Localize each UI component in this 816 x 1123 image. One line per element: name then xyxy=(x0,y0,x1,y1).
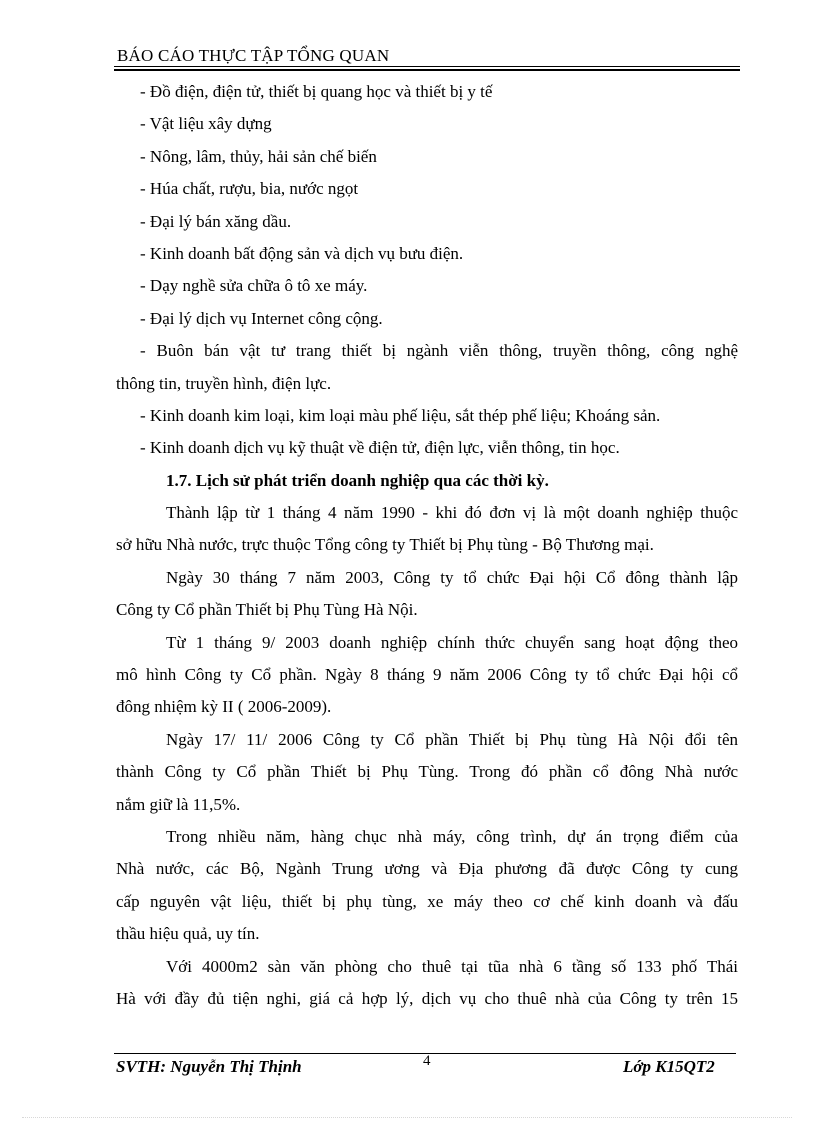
document-body xyxy=(116,76,738,1015)
paragraph-line: Từ 1 tháng 9/ 2003 doanh nghiệp chính thức chuyển sang hoạt động theo xyxy=(166,632,738,652)
bullet-item: - Vật liệu xây dựng xyxy=(140,114,272,134)
bullet-item: - Kinh doanh bất động sản và dịch vụ bưu điện. xyxy=(140,243,464,263)
bullet-item-long-line1: - Buôn bán vật tư trang thiết bị ngành viễn thông, truyền thông, công nghệ xyxy=(140,341,738,361)
bullet-item: - Đồ điện, điện tử, thiết bị quang học và thiết bị y tế xyxy=(140,82,493,101)
paragraph-line: mô hình Công ty Cổ phần. Ngày 8 tháng 9 năm 2006 Công ty tổ chức Đại hội cổ xyxy=(116,665,738,685)
paragraph-line: cấp nguyên vật liệu, thiết bị phụ tùng, xe máy theo cơ chế kinh doanh và đấu xyxy=(116,891,738,911)
paragraph-line: Với 4000m2 sàn văn phòng cho thuê tại tũa nhà 6 tầng số 133 phố Thái xyxy=(166,956,738,976)
paragraph-line: thầu hiệu quả, uy tín. xyxy=(116,924,260,944)
bullet-item: - Đại lý dịch vụ Internet công cộng. xyxy=(140,308,383,328)
page-bottom-dotted-line xyxy=(22,1117,792,1118)
bullet-item: - Dạy nghề sửa chữa ô tô xe máy. xyxy=(140,276,368,296)
header-divider-thin xyxy=(114,66,740,67)
paragraph-line: nắm giữ là 11,5%. xyxy=(116,794,241,814)
paragraph-line: đông nhiệm kỳ II ( 2006-2009). xyxy=(116,697,332,717)
bullet-item: - Kinh doanh dịch vụ kỹ thuật về điện tử, điện lực, viễn thông, tin học. xyxy=(140,438,620,458)
header-divider-thick xyxy=(114,69,740,71)
paragraph-line: Hà với đầy đủ tiện nghi, giá cả hợp lý, dịch vụ cho thuê nhà của Công ty trên 15 xyxy=(116,988,738,1008)
bullet-item: - Nông, lâm, thủy, hải sản chế biến xyxy=(140,146,377,166)
paragraph-line: Công ty Cổ phần Thiết bị Phụ Tùng Hà Nội. xyxy=(116,600,418,620)
section-heading: 1.7. Lịch sử phát triển doanh nghiệp qua các thời kỳ. xyxy=(166,470,549,490)
paragraph-line: Nhà nước, các Bộ, Ngành Trung ương và Địa phương đã được Công ty cung xyxy=(116,859,738,879)
paragraph-line: Ngày 30 tháng 7 năm 2003, Công ty tổ chức Đại hội Cổ đông thành lập xyxy=(166,567,738,587)
paragraph-line: sở hữu Nhà nước, trực thuộc Tổng công ty Thiết bị Phụ tùng - Bộ Thương mại. xyxy=(116,535,654,555)
paragraph-line: Ngày 17/ 11/ 2006 Công ty Cổ phần Thiết bị Phụ tùng Hà Nội đổi tên xyxy=(166,729,738,749)
bullet-item-long-line2: thông tin, truyền hình, điện lực. xyxy=(116,373,332,393)
bullet-item: - Kinh doanh kim loại, kim loại màu phế liệu, sắt thép phế liệu; Khoáng sản. xyxy=(140,405,661,425)
footer-class-name: Lớp K15QT2 xyxy=(623,1057,715,1076)
paragraph-line: Trong nhiều năm, hàng chục nhà máy, công trình, dự án trọng điểm của xyxy=(166,826,738,846)
bullet-item: - Húa chất, rượu, bia, nước ngọt xyxy=(140,179,359,199)
footer-student-name: SVTH: Nguyễn Thị Thịnh xyxy=(116,1057,302,1076)
footer-page-number: 4 xyxy=(423,1053,431,1069)
paragraph-line: Thành lập từ 1 tháng 4 năm 1990 - khi đó đơn vị là một doanh nghiệp thuộc xyxy=(166,503,738,523)
page-header-title: BÁO CÁO THỰC TẬP TỔNG QUAN xyxy=(117,46,390,65)
bullet-item: - Đại lý bán xăng dầu. xyxy=(140,211,292,231)
paragraph-line: thành Công ty Cổ phần Thiết bị Phụ Tùng. Trong đó phần cổ đông Nhà nước xyxy=(116,762,738,782)
